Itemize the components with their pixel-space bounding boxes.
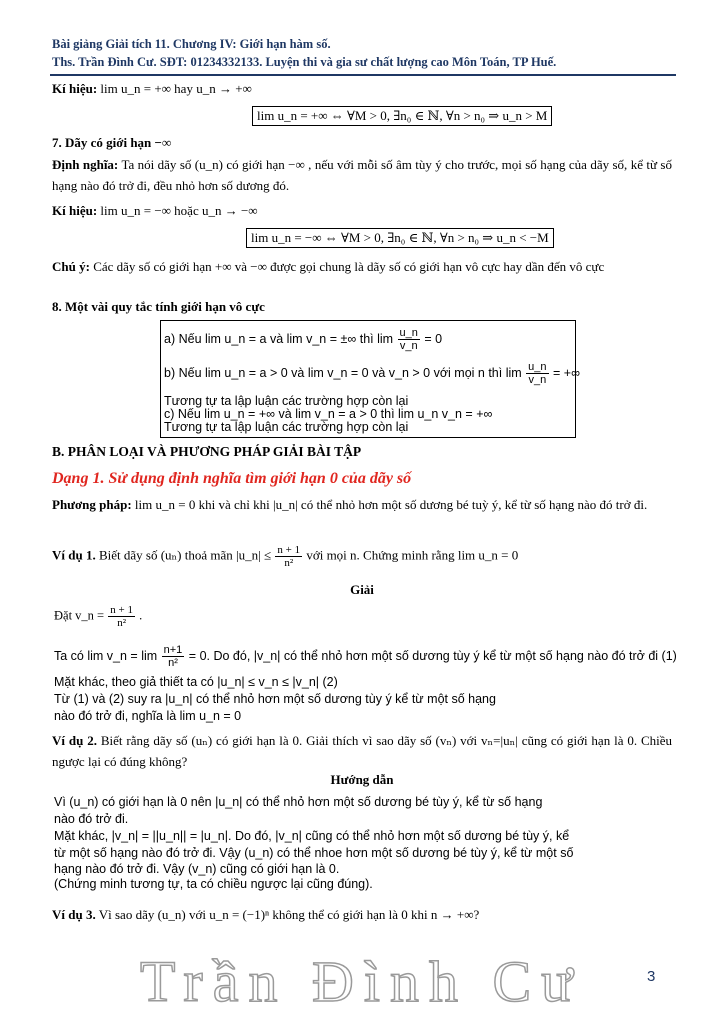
example-3-label: Ví dụ 3. [52,907,96,922]
method-label: Phương pháp: [52,497,132,512]
guide-line-5: hạng nào đó trở đi. Vậy (v_n) cũng có giới hạn là 0. [54,862,340,876]
notation-minus-infinity [52,200,672,221]
example-1-numerator: n + 1 [277,544,301,556]
guide-line-1: Vì (u_n) có giới hạn là 0 nên |u_n| có thể nhỏ hơn một số dương bé tùy ý, kể từ số hạng [54,795,543,809]
guide-line-4: từ một số hạng nào đó trở đi. Vậy (u_n) có thể nhoe hơn một số dương bé tùy ý, kể từ một số [54,846,574,860]
notation-label: Kí hiệu: [52,203,98,218]
notation-label: Kí hiệu: [52,81,98,96]
guide-title: Hướng dẫn [330,772,394,787]
line-1-fraction [162,644,185,669]
example-2-label: Ví dụ 2. [52,733,97,748]
rule-c: c) Nếu lim u_n = +∞ và lim v_n = a > 0 thì lim u_n v_n = +∞ [164,407,493,421]
rule-a-text: a) Nếu lim u_n = a và lim v_n = ±∞ thì lim [164,331,394,346]
header-author: Ths. Trần Đình Cư. SĐT: 01234332133. Luyện thi và gia sư chất lượng cao Môn Toán, TP Huế. [52,55,557,69]
guide-line-3: Mặt khác, |v_n| = ||u_n|| = |u_n|. Do đó, |v_n| cũng có thể nhỏ hơn một số dương bé tùy ý, kể [54,829,570,843]
solution-line-4: nào đó trở đi, nghĩa là lim u_n = 0 [54,709,242,723]
rule-b [164,361,580,386]
example-3-text: Vì sao dãy (u_n) với u_n = (−1)ⁿ không thể có giới hạn là 0 khi n → +∞? [98,907,480,922]
header-title: Bài giảng Giải tích 11. Chương IV: Giới hạn hàm số. [52,37,331,51]
similar-note-1: Tương tự ta lập luận các trường hợp còn lại [164,394,409,408]
rule-b-text: b) Nếu lim u_n = a > 0 và lim v_n = 0 và v_n > 0 với mọi n thì lim [164,365,522,380]
similar-note-2: Tương tự ta lập luận các trường hợp còn lại [164,420,409,434]
solution-line-3: Từ (1) và (2) suy ra |u_n| có thể nhỏ hơn một số dương tùy ý kể từ một số hạng [54,692,496,706]
line-1-numerator: n+1 [163,644,183,656]
definition-text: Ta nói dãy số (u_n) có giới hạn −∞ , nếu với mỗi số âm tùy ý cho trước, mọi số hạng của dãy số, kể từ số hạng nào đó trở đi, đều nhỏ hơn số dương đó. [52,157,672,193]
method [52,494,672,515]
section-7-note [52,256,672,277]
rules-box [160,320,580,438]
signature-watermark: Trần Đình Cư [140,949,583,1014]
notation-plus-infinity [52,78,672,99]
notation-text: lim u_n = −∞ hoặc u_n → −∞ [100,203,258,218]
note-label: Chú ý: [52,259,90,274]
definition-box-minus-infinity: lim u_n = −∞ ⇔ ∀M > 0, ∃n₀ ∈ ℕ, ∀n > n₀ ⇒ u_n < −M [246,228,554,248]
line-1-end: = 0. Do đó, |v_n| có thể nhỏ hơn một số dương tùy ý kể từ một số hạng nào đó trở đi (1) [188,648,677,663]
set-text: Đặt v_n = [54,608,105,623]
set-denominator: n² [117,617,126,629]
rule-b-fraction [526,361,548,386]
part-b-title: B. PHÂN LOẠI VÀ PHƯƠNG PHÁP GIẢI BÀI TẬP [52,444,362,459]
line-1-text: Ta có lim v_n = lim [54,648,158,663]
header-divider [50,74,676,76]
rule-a-denominator: v_n [399,340,418,352]
method-text: lim u_n = 0 khi và chỉ khi |u_n| có thể nhỏ hơn một số dương bé tuỳ ý, kể từ số hạng nào đó trở đi. [134,497,648,512]
solution-title: Giải [350,582,374,597]
example-1-statement [52,544,672,569]
example-2-statement [52,730,672,772]
notation-text: lim u_n = +∞ hay u_n → +∞ [100,81,252,96]
solution-line-1 [54,644,677,669]
rule-a-numerator: u_n [399,327,418,339]
rule-b-result: = +∞ [553,365,580,380]
set-end: . [139,608,143,623]
note-text: Các dãy số có giới hạn +∞ và −∞ được gọi chung là dãy số có giới hạn vô cực hay dần đến vô cực [93,259,605,274]
solution-line-2: Mặt khác, theo giả thiết ta có |u_n| ≤ v_n ≤ |v_n| (2) [54,675,338,689]
section-7-title: 7. Dãy có giới hạn −∞ [52,135,172,150]
section-7-definition [52,154,672,196]
definition-label: Định nghĩa: [52,157,119,172]
rule-a-result: = 0 [424,331,443,346]
example-1-denominator: n² [284,557,294,569]
rule-a [164,327,442,352]
rule-a-fraction [398,327,420,352]
example-2-text: Biết rằng dãy số (uₙ) có giới hạn là 0. Giải thích vì sao dãy số (vₙ) với vₙ=|uₙ| cũng có giới hạn là 0. Chiều ngược lại có đúng không? [52,733,673,769]
page-number: 3 [647,968,656,985]
example-3-statement [52,904,672,925]
solution-set-v [54,604,142,629]
example-1-label: Ví dụ 1. [52,547,96,563]
guide-line-2: nào đó trở đi. [54,812,129,826]
set-fraction [108,604,135,629]
line-1-denominator: n² [168,657,178,669]
example-1-text: Biết dãy số (uₙ) thoả mãn |u_n| ≤ [98,547,272,563]
dang-1-title: Dạng 1. Sử dụng định nghĩa tìm giới hạn 0 của dãy số [52,470,412,487]
example-1-text-end: với mọi n. Chứng minh rằng lim u_n = 0 [306,547,519,563]
guide-line-6: (Chứng minh tương tự, ta có chiều ngược lại cũng đúng). [54,877,373,891]
example-1-fraction [275,544,302,569]
section-8-title: 8. Một vài quy tắc tính giới hạn vô cực [52,299,265,314]
set-numerator: n + 1 [110,604,133,616]
rule-b-numerator: u_n [528,361,547,373]
rule-b-denominator: v_n [528,374,547,386]
definition-box-plus-infinity: lim u_n = +∞ ⇔ ∀M > 0, ∃n₀ ∈ ℕ, ∀n > n₀ ⇒ u_n > M [252,106,552,126]
